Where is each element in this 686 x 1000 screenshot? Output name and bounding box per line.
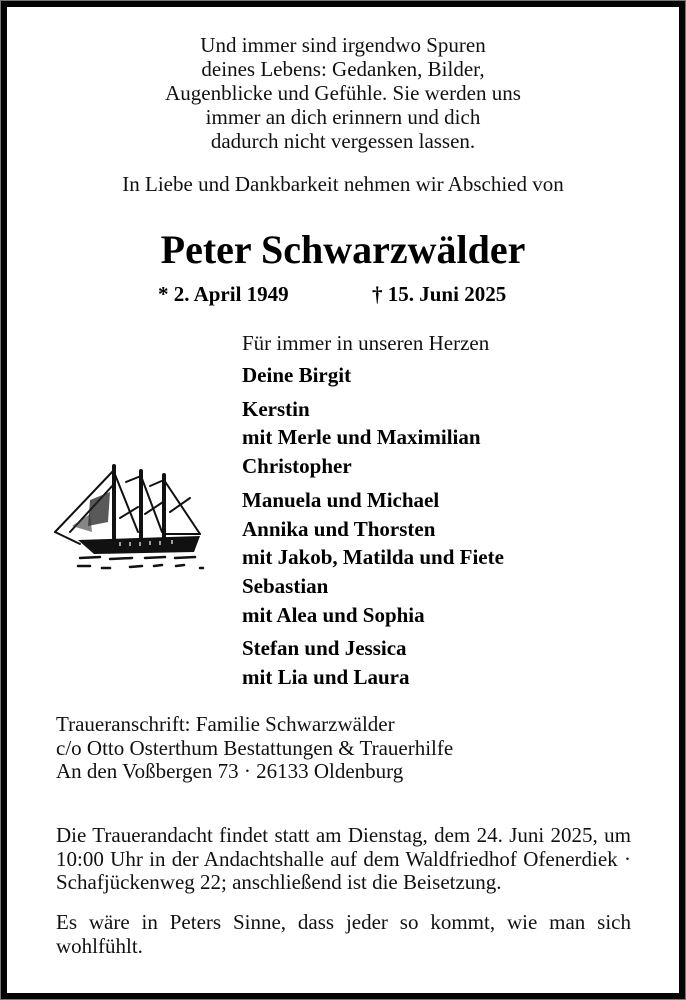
family-member: mit Alea und Sophia [242, 602, 425, 627]
family-member: mit Lia und Laura [242, 665, 410, 690]
address-line: An den Voßbergen 73 · 26133 Oldenburg [56, 759, 404, 783]
address-line: c/o Otto Osterthum Bestattungen & Trauerhilfe [56, 735, 454, 760]
family-member: Christopher [242, 454, 352, 479]
address-line: Traueranschrift: Familie Schwarzwälder [56, 712, 395, 736]
ceremony-details: Die Trauerandacht findet statt am Dienstag, dem 24. Juni 2025, um 10:00 Uhr in der Andachtshalle auf dem Waldfriedhof Ofenerdiek · Schafjückenweg 22; anschließend ist die Beisetzung. [56, 823, 631, 894]
family-member: Stefan und Jessica [242, 636, 407, 661]
farewell-intro: In Liebe und Dankbarkeit nehmen wir Abschied von [122, 172, 564, 196]
poem-line: Und immer sind irgendwo Spuren [200, 33, 486, 57]
sailing-ship-icon [50, 462, 210, 577]
poem-line: dadurch nicht vergessen lassen. [210, 129, 476, 153]
family-member: Manuela und Michael [242, 487, 440, 512]
family-member: Sebastian [242, 573, 329, 598]
closing-note: Es wäre in Peters Sinne, dass jeder so kommt, wie man sich wohlfühlt. [56, 910, 631, 958]
family-member: mit Merle und Maximilian [242, 425, 481, 450]
family-member: Deine Birgit [242, 363, 352, 387]
mourning-address [56, 713, 453, 784]
birth-date: * 2. April 1949 [158, 282, 289, 306]
family-member: Kerstin [242, 396, 310, 421]
family-group-spouse [242, 361, 504, 390]
deceased-name: Peter Schwarzwälder [160, 227, 526, 272]
family-member: Annika und Thorsten [242, 516, 436, 541]
family-member: mit Jakob, Matilda und Fiete [242, 545, 504, 570]
family-group-manuela [242, 486, 504, 630]
family-list [242, 329, 504, 697]
family-group-stefan [242, 634, 504, 691]
family-lead: Für immer in unseren Herzen [242, 331, 490, 355]
poem-line: Augenblicke und Gefühle. Sie werden uns [165, 81, 521, 105]
poem-line: deines Lebens: Gedanken, Bilder, [201, 57, 485, 81]
memorial-poem [0, 33, 686, 153]
poem-line: immer an dich erinnern und dich [205, 105, 481, 129]
family-group-kerstin [242, 395, 504, 481]
death-date: † 15. Juni 2025 [372, 282, 507, 306]
